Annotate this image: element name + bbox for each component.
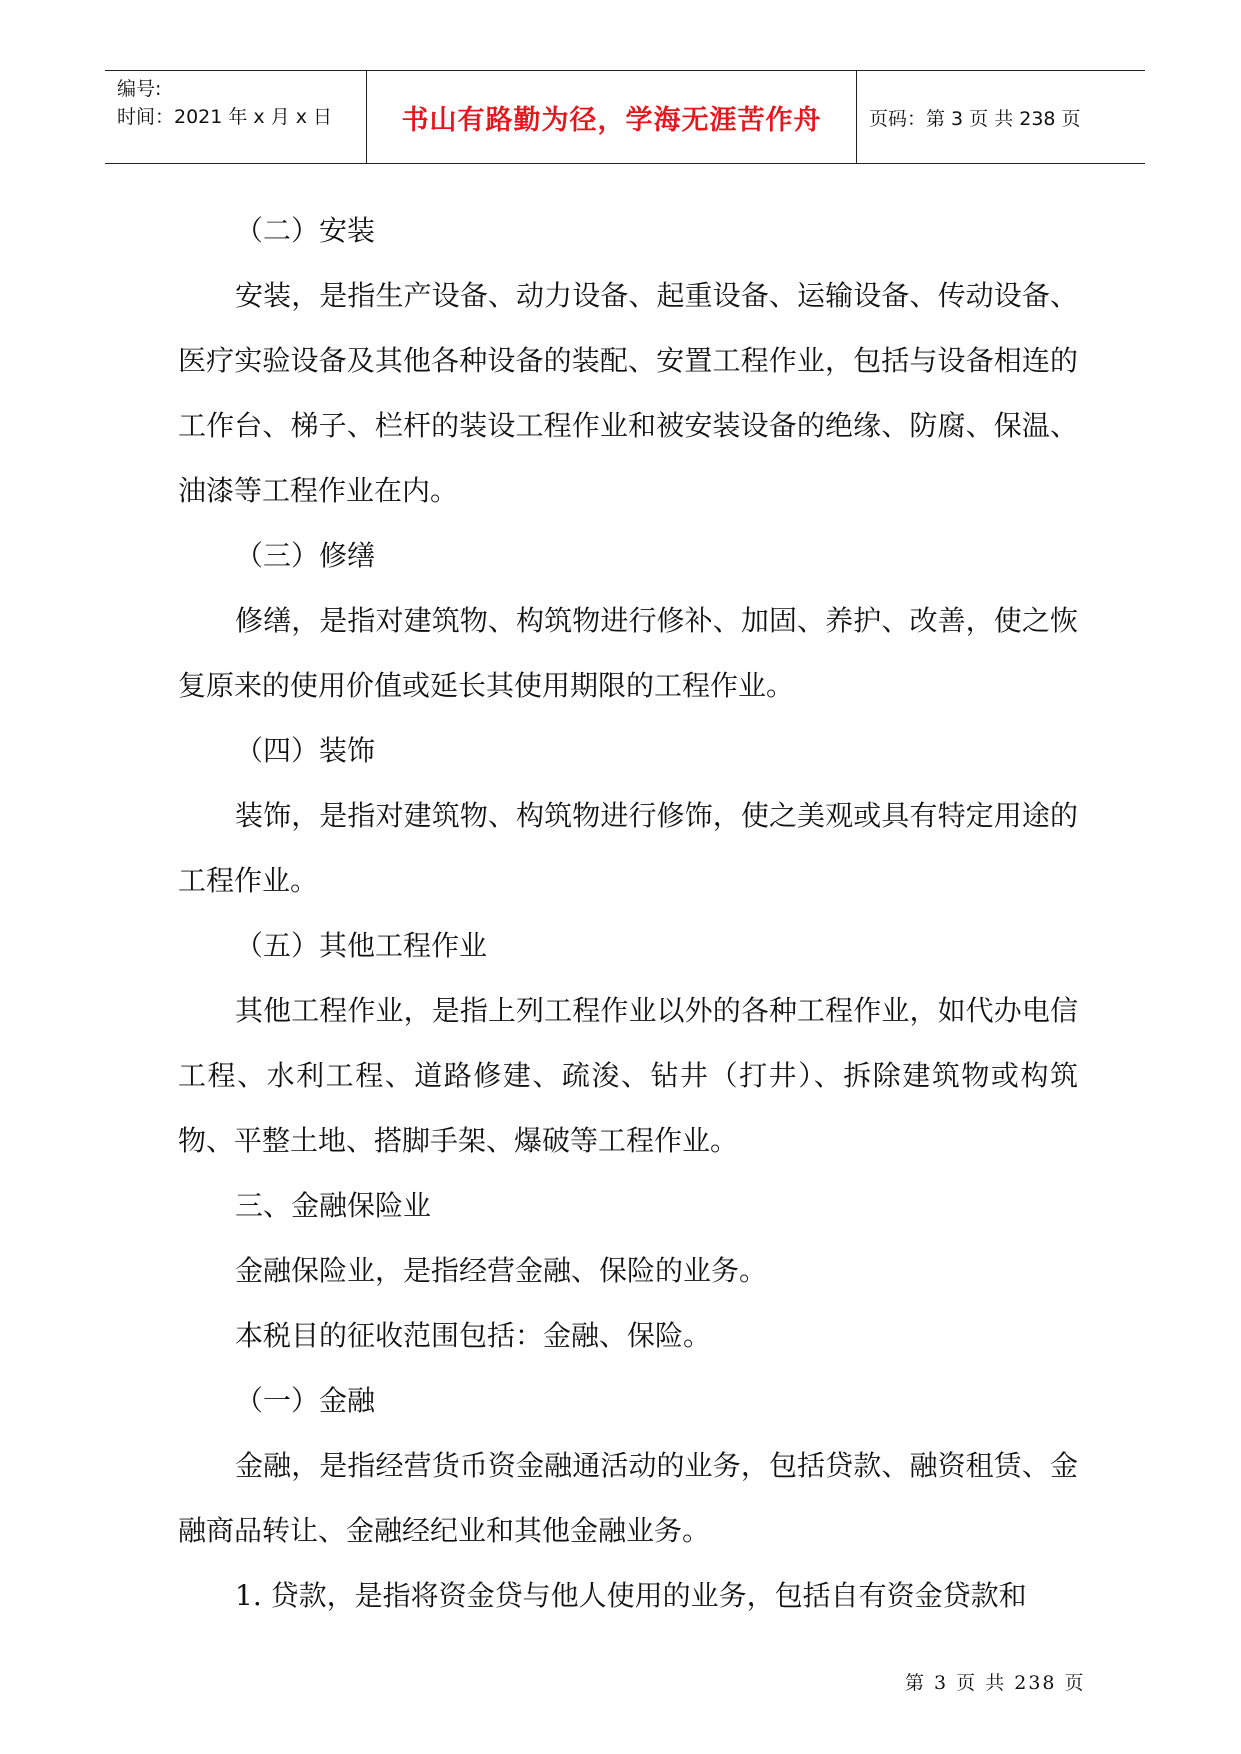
section-heading: （三）修缮 [235,539,376,572]
section-heading: 三、金融保险业 [235,1189,432,1222]
serial-label: 编号: [117,78,162,100]
time-label: 时间：2021 年 x 月 x 日 [117,106,333,128]
paragraph: 修缮，是指对建筑物、构筑物进行修补、加固、养护、改善，使之恢复原来的使用价值或延长其使用期限的工程作业。 [178,604,1078,702]
section-heading: （四）装饰 [235,734,376,767]
paragraph: 本税目的征收范围包括：金融、保险。 [235,1319,712,1352]
section-heading: （二）安装 [235,214,376,247]
header-meta [105,71,367,163]
paragraph: 金融保险业，是指经营金融、保险的业务。 [235,1254,768,1287]
page-header [105,70,1145,164]
paragraph: 装饰，是指对建筑物、构筑物进行修饰，使之美观或具有特定用途的工程作业。 [178,799,1078,897]
document-body [178,198,1078,1628]
header-page-info: 页码：第 3 页 共 238 页 [869,107,1081,130]
paragraph: 安装，是指生产设备、动力设备、起重设备、运输设备、传动设备、医疗实验设备及其他各种设备的装配、安置工程作业，包括与设备相连的工作台、梯子、栏杆的装设工程作业和被安装设备的绝缘、防腐、保温、油漆等工程作业在内。 [178,279,1078,507]
header-motto: 书山有路勤为径，学海无涯苦作舟 [367,71,857,163]
section-heading: （五）其他工程作业 [235,929,488,962]
paragraph: 1. 贷款，是指将资金贷与他人使用的业务，包括自有资金贷款和 [235,1579,1027,1612]
section-heading: （一）金融 [235,1384,376,1417]
paragraph: 其他工程作业，是指上列工程作业以外的各种工程作业，如代办电信工程、水利工程、道路修建、疏浚、钻井（打井）、拆除建筑物或构筑物、平整土地、搭脚手架、爆破等工程作业。 [178,994,1078,1157]
page-footer: 第 3 页 共 238 页 [905,1672,1086,1694]
paragraph: 金融，是指经营货币资金融通活动的业务，包括贷款、融资租赁、金融商品转让、金融经纪业和其他金融业务。 [178,1449,1078,1547]
